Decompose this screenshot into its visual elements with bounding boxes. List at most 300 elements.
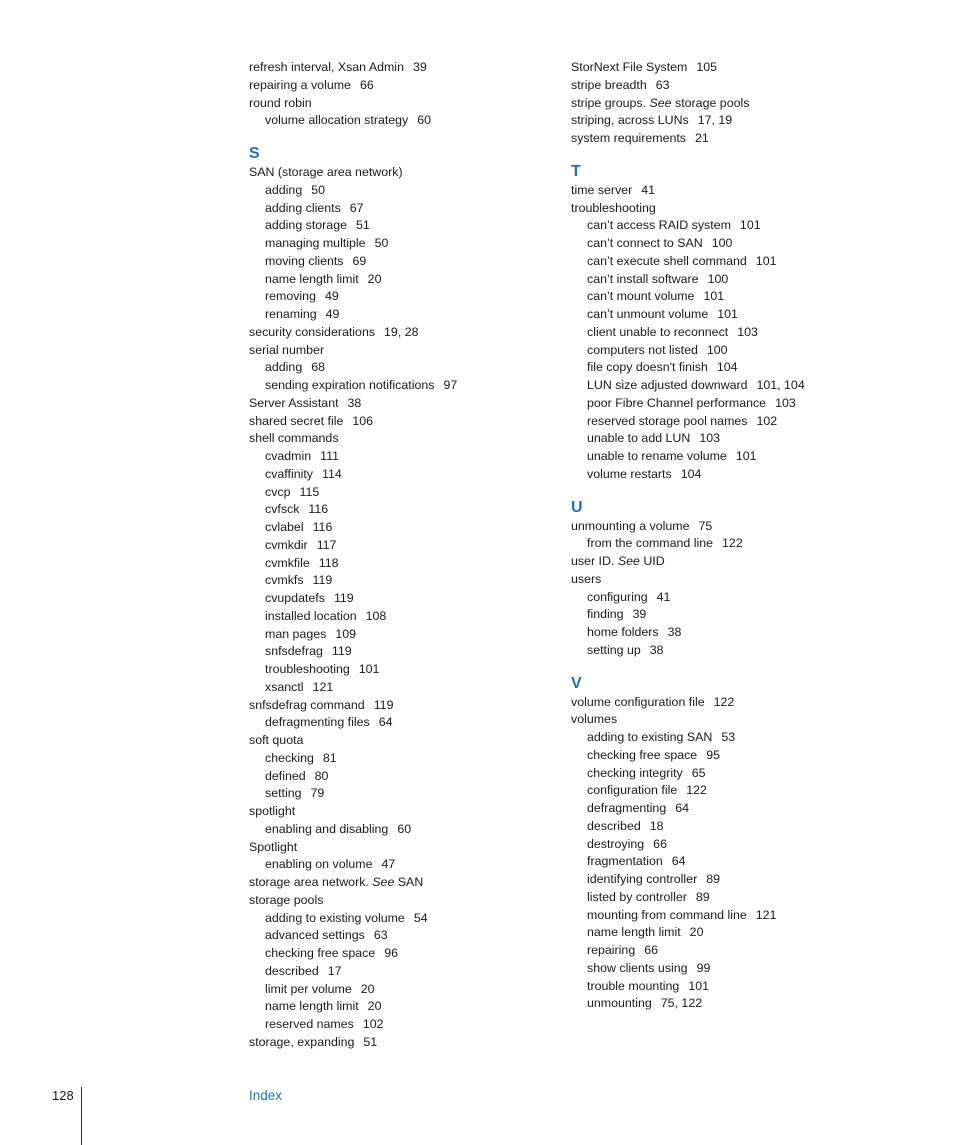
index-subentry (571, 978, 871, 996)
index-term: file copy doesn't finish (587, 360, 708, 375)
index-page-refs: 101 (688, 978, 709, 993)
index-page-refs: 69 (352, 253, 367, 268)
index-term: can’t access RAID system (587, 218, 731, 233)
see-reference-label: See (617, 554, 640, 568)
index-term: limit per volume (265, 981, 352, 996)
footer-divider (81, 1087, 82, 1145)
index-term: Spotlight (249, 839, 298, 854)
index-subentry (249, 714, 549, 732)
index-subentry (571, 836, 871, 854)
index-term: cvaffinity (265, 466, 313, 481)
index-subentry (249, 768, 549, 786)
index-term: finding (587, 607, 624, 622)
index-entry (249, 874, 549, 892)
index-subentry (571, 271, 871, 289)
index-term: can’t mount volume (587, 289, 695, 304)
index-term: client unable to reconnect (587, 324, 729, 339)
index-term: adding (265, 182, 303, 197)
index-term: spotlight (249, 804, 296, 818)
index-subentry (571, 853, 871, 871)
index-subentry (249, 590, 549, 608)
index-subentry (571, 342, 871, 360)
index-page-refs: 100 (706, 342, 728, 357)
index-term: can’t unmount volume (587, 307, 709, 321)
index-term: cvlabel (265, 520, 304, 534)
index-page-refs: 60 (417, 113, 432, 128)
index-term: cvcp (265, 484, 291, 499)
index-page-refs: 20 (689, 925, 704, 940)
index-term: reserved storage pool names (587, 413, 748, 428)
index-term: SAN (storage area network) (249, 165, 403, 179)
index-subentry (571, 729, 871, 747)
index-entry (249, 77, 549, 95)
index-letter-heading: S (249, 145, 260, 162)
index-page-refs: 119 (331, 644, 352, 659)
index-subentry (571, 430, 871, 448)
index-term: adding storage (265, 218, 347, 233)
index-term: adding (265, 360, 303, 375)
index-page-refs: 89 (706, 872, 720, 886)
index-page-refs: 104 (716, 360, 738, 375)
index-entry (249, 324, 549, 342)
index-page-refs: 50 (374, 236, 389, 250)
index-page-refs: 66 (359, 77, 374, 92)
see-reference-label: See (372, 875, 395, 889)
index-page-refs: 17, 19 (697, 113, 733, 128)
index-subentry (571, 448, 871, 466)
index-term: stripe groups. (571, 95, 647, 110)
index-page-refs: 39 (632, 607, 647, 622)
index-page-refs: 122 (713, 694, 735, 709)
index-term: removing (265, 289, 316, 304)
index-page-refs: 105 (696, 60, 718, 74)
index-term: storage pools (249, 892, 324, 907)
index-subentry (249, 643, 549, 661)
index-subentry (571, 377, 871, 395)
index-page-refs: 80 (314, 768, 329, 783)
index-page-refs: 54 (413, 910, 428, 925)
index-entry (249, 697, 549, 715)
index-page-refs: 117 (316, 537, 337, 552)
index-subentry (249, 963, 549, 981)
index-subentry (249, 448, 549, 466)
index-subentry (571, 624, 871, 642)
index-entry (571, 130, 871, 148)
index-subentry (249, 608, 549, 626)
index-term: volume allocation strategy (265, 113, 409, 128)
index-page-refs: 96 (384, 946, 398, 960)
index-term: xsanctl (265, 679, 304, 694)
index-term: checking integrity (587, 765, 683, 780)
index-page-refs: 75, 122 (660, 996, 703, 1011)
index-page-refs: 60 (397, 821, 412, 836)
index-entry (249, 164, 549, 182)
index-subentry (571, 800, 871, 818)
index-subentry (249, 200, 549, 218)
index-subentry (249, 271, 549, 289)
index-subentry (571, 642, 871, 660)
index-page-refs: 115 (299, 484, 320, 499)
index-term: described (265, 963, 319, 978)
index-term: renaming (265, 307, 317, 321)
index-term: adding to existing SAN (587, 730, 713, 744)
index-page-refs: 106 (352, 413, 374, 428)
index-page-refs: 118 (318, 555, 339, 570)
index-subentry (249, 537, 549, 555)
index-term: troubleshooting (571, 200, 656, 215)
index-term: poor Fibre Channel performance (587, 395, 767, 410)
index-subentry (571, 765, 871, 783)
index-page-refs: 119 (373, 697, 394, 712)
index-term: snfsdefrag command (249, 697, 365, 712)
index-subentry (249, 981, 549, 999)
index-subentry (571, 324, 871, 342)
index-entry (249, 1034, 549, 1052)
index-subentry (249, 501, 549, 519)
index-term: storage area network. (249, 875, 369, 889)
index-subentry (249, 519, 549, 537)
index-page-refs: 121 (312, 679, 334, 694)
index-page-refs: 53 (721, 730, 736, 744)
index-subentry (571, 889, 871, 907)
index-page-refs: 101 (755, 253, 777, 268)
index-term: destroying (587, 836, 645, 851)
index-term: cvmkdir (265, 537, 308, 552)
index-page-refs: 64 (378, 715, 393, 730)
index-page-refs: 103 (737, 324, 758, 339)
index-page-refs: 101 (358, 662, 380, 676)
index-page-refs: 100 (711, 236, 733, 250)
index-term: volume restarts (587, 466, 672, 481)
index-page-refs: 64 (671, 854, 686, 869)
index-page-refs: 18 (649, 818, 664, 833)
index-entry (249, 413, 549, 431)
index-term: setting up (587, 642, 641, 657)
index-page-refs: 109 (335, 626, 356, 641)
index-page-refs: 64 (675, 801, 690, 815)
index-term: sending expiration notifications (265, 378, 435, 392)
index-page-refs: 79 (310, 786, 325, 801)
index-term: home folders (587, 625, 659, 639)
index-term: unable to rename volume (587, 449, 727, 463)
index-term: time server (571, 182, 633, 197)
index-term: can’t install software (587, 271, 699, 286)
index-page-refs: 38 (649, 642, 664, 657)
index-page-refs: 75 (698, 518, 713, 533)
see-reference-target: storage pools (675, 95, 750, 110)
index-page-refs: 21 (695, 131, 709, 145)
index-term: moving clients (265, 253, 344, 268)
index-subentry (249, 377, 549, 395)
index-term: unmounting (587, 996, 652, 1011)
index-subentry (249, 466, 549, 484)
index-term: round robin (249, 95, 312, 110)
index-subentry (249, 927, 549, 945)
index-page-refs: 121 (755, 907, 777, 922)
index-term: enabling and disabling (265, 821, 389, 836)
index-page-refs: 111 (320, 449, 339, 463)
index-subentry (571, 747, 871, 765)
index-term: cvupdatefs (265, 591, 325, 605)
index-term: LUN size adjusted downward (587, 378, 748, 392)
index-page-refs: 50 (311, 182, 326, 197)
index-term: system requirements (571, 131, 686, 145)
index-subentry (249, 998, 549, 1016)
index-term: volumes (571, 712, 618, 727)
index-subentry (249, 785, 549, 803)
index-term: checking free space (587, 747, 698, 762)
index-term: striping, across LUNs (571, 113, 689, 128)
see-reference-label: See (649, 95, 672, 110)
index-term: security considerations (249, 324, 376, 339)
index-page-refs: 122 (686, 783, 707, 798)
index-page-refs: 100 (707, 271, 729, 286)
index-subentry (249, 182, 549, 200)
index-subentry (571, 359, 871, 377)
index-subentry (249, 555, 549, 573)
index-term: repairing (587, 943, 636, 957)
index-column-right (571, 59, 871, 1013)
index-page-refs: 101 (739, 218, 761, 233)
index-term: unmounting a volume (571, 518, 690, 533)
index-entry (571, 518, 871, 536)
index-subentry (571, 871, 871, 889)
index-page-refs: 101, 104 (756, 378, 805, 392)
index-term: repairing a volume (249, 77, 351, 92)
index-page-refs: 102 (756, 413, 778, 428)
index-subentry (571, 589, 871, 607)
index-subentry (571, 942, 871, 960)
index-page-refs: 51 (355, 218, 370, 233)
index-entry (249, 342, 549, 360)
index-page-refs: 66 (644, 943, 659, 957)
index-subentry (571, 395, 871, 413)
index-column-left (249, 59, 549, 1052)
index-subentry (571, 466, 871, 484)
index-page-refs: 104 (680, 466, 702, 481)
index-term: trouble mounting (587, 978, 680, 993)
index-subentry (249, 288, 549, 306)
index-subentry (571, 907, 871, 925)
index-term: snfsdefrag (265, 644, 323, 659)
index-page-refs: 20 (367, 999, 382, 1014)
index-entry (249, 839, 549, 857)
index-subentry (249, 359, 549, 377)
index-subentry (571, 413, 871, 431)
index-page-refs: 101 (717, 307, 738, 321)
index-term: name length limit (265, 999, 359, 1014)
page-number: 128 (52, 1088, 74, 1103)
index-term: volume configuration file (571, 694, 705, 709)
index-subentry (249, 484, 549, 502)
index-page-refs: 101 (735, 449, 757, 463)
index-entry (571, 182, 871, 200)
index-term: setting (265, 786, 302, 801)
index-term: show clients using (587, 960, 688, 975)
index-term: adding clients (265, 200, 341, 215)
index-term: unable to add LUN (587, 431, 691, 446)
index-term: managing multiple (265, 236, 366, 250)
index-term: configuration file (587, 783, 678, 798)
index-term: cvmkfile (265, 555, 310, 570)
index-page-refs: 20 (367, 271, 382, 286)
index-page-refs: 119 (333, 591, 354, 605)
index-page-refs: 41 (641, 182, 656, 197)
index-letter-heading: V (571, 674, 582, 692)
index-page-refs: 49 (324, 289, 339, 304)
index-page-refs: 103 (775, 395, 796, 410)
index-page-refs: 39 (412, 60, 427, 74)
index-page-refs: 63 (373, 928, 388, 943)
index-subentry (249, 626, 549, 644)
index-subentry (571, 535, 871, 553)
index-term: StorNext File System (571, 60, 688, 74)
index-page-refs: 41 (656, 589, 671, 604)
index-subentry (249, 679, 549, 697)
index-subentry (571, 818, 871, 836)
index-entry (249, 892, 549, 910)
index-subentry (249, 572, 549, 590)
footer-section-label: Index (249, 1088, 283, 1103)
index-entry (249, 59, 549, 77)
index-page-refs: 114 (321, 466, 342, 481)
index-subentry (571, 288, 871, 306)
index-subentry (571, 606, 871, 624)
index-term: defragmenting (587, 801, 667, 815)
index-page-refs: 20 (360, 981, 375, 996)
index-term: installed location (265, 608, 357, 623)
index-term: computers not listed (587, 342, 698, 357)
index-term: shell commands (249, 431, 339, 446)
index-subentry (249, 217, 549, 235)
index-term: man pages (265, 626, 327, 641)
index-term: from the command line (587, 536, 714, 551)
index-entry (571, 59, 871, 77)
index-term: described (587, 818, 641, 833)
index-term: configuring (587, 589, 648, 604)
index-page-refs: 81 (322, 750, 337, 765)
index-term: cvadmin (265, 449, 312, 463)
index-page-refs: 116 (308, 502, 329, 517)
index-subentry (249, 750, 549, 768)
index-subentry (571, 306, 871, 324)
index-term: fragmentation (587, 854, 663, 869)
index-term: enabling on volume (265, 857, 373, 872)
index-term: advanced settings (265, 928, 365, 943)
index-term: defined (265, 768, 306, 783)
index-subentry (571, 782, 871, 800)
index-term: can’t connect to SAN (587, 236, 703, 250)
index-subentry (571, 960, 871, 978)
index-term: soft quota (249, 733, 304, 747)
index-letter-heading: T (571, 162, 581, 180)
index-page-refs: 49 (325, 307, 340, 321)
index-entry (571, 694, 871, 712)
see-reference-target: SAN (397, 875, 424, 889)
index-entry (571, 200, 871, 218)
index-page-refs: 67 (349, 200, 364, 215)
index-page-refs: 38 (347, 395, 362, 410)
index-page-refs: 89 (695, 889, 710, 904)
index-subentry (249, 253, 549, 271)
index-entry (249, 395, 549, 413)
index-page-refs: 99 (696, 960, 711, 975)
index-term: name length limit (587, 925, 681, 940)
index-subentry (249, 1016, 549, 1034)
index-page-refs: 17 (327, 963, 342, 978)
index-subentry (571, 995, 871, 1013)
index-term: refresh interval, Xsan Admin (249, 60, 404, 74)
index-term: Server Assistant (249, 395, 339, 410)
index-page-refs: 103 (699, 431, 721, 446)
index-term: mounting from command line (587, 907, 747, 922)
index-page-refs: 51 (363, 1034, 378, 1049)
index-term: storage, expanding (249, 1034, 355, 1049)
index-entry (249, 732, 549, 750)
index-page-refs: 102 (362, 1017, 384, 1031)
index-subentry (249, 910, 549, 928)
index-term: name length limit (265, 271, 359, 286)
index-term: shared secret file (249, 413, 344, 428)
index-term: serial number (249, 342, 325, 357)
index-term: adding to existing volume (265, 910, 405, 925)
index-page-refs: 38 (667, 625, 682, 639)
index-page-refs: 63 (655, 77, 670, 92)
index-term: user ID. (571, 554, 615, 568)
index-term: cvfsck (265, 502, 300, 517)
index-term: listed by controller (587, 889, 687, 904)
index-term: identifying controller (587, 872, 698, 886)
index-page-refs: 122 (722, 536, 743, 551)
index-term: checking free space (265, 946, 376, 960)
index-subentry (249, 112, 549, 130)
index-page-refs: 97 (443, 378, 458, 392)
index-page-refs: 119 (312, 573, 333, 588)
index-entry (249, 95, 549, 113)
index-subentry (249, 661, 549, 679)
index-page-refs: 101 (703, 289, 725, 304)
index-page-refs: 65 (691, 765, 706, 780)
see-reference-target: UID (643, 554, 665, 568)
index-entry (249, 803, 549, 821)
index-subentry (249, 945, 549, 963)
index-subentry (571, 217, 871, 235)
index-term: can’t execute shell command (587, 253, 747, 268)
index-page-refs: 95 (706, 747, 720, 762)
index-entry (249, 430, 549, 448)
index-subentry (249, 856, 549, 874)
index-subentry (571, 253, 871, 271)
index-page-refs: 19, 28 (384, 324, 419, 339)
index-subentry (571, 924, 871, 942)
index-term: defragmenting files (265, 715, 370, 730)
index-entry (571, 711, 871, 729)
index-entry (571, 112, 871, 130)
index-subentry (249, 821, 549, 839)
index-entry (571, 95, 871, 113)
index-term: cvmkfs (265, 573, 304, 588)
index-term: users (571, 571, 602, 586)
index-page-refs: 66 (653, 836, 667, 851)
index-term: checking (265, 750, 314, 765)
index-subentry (571, 235, 871, 253)
index-subentry (249, 306, 549, 324)
index-page-refs: 116 (312, 520, 333, 534)
index-entry (571, 77, 871, 95)
index-subentry (249, 235, 549, 253)
index-entry (571, 553, 871, 571)
index-entry (571, 571, 871, 589)
